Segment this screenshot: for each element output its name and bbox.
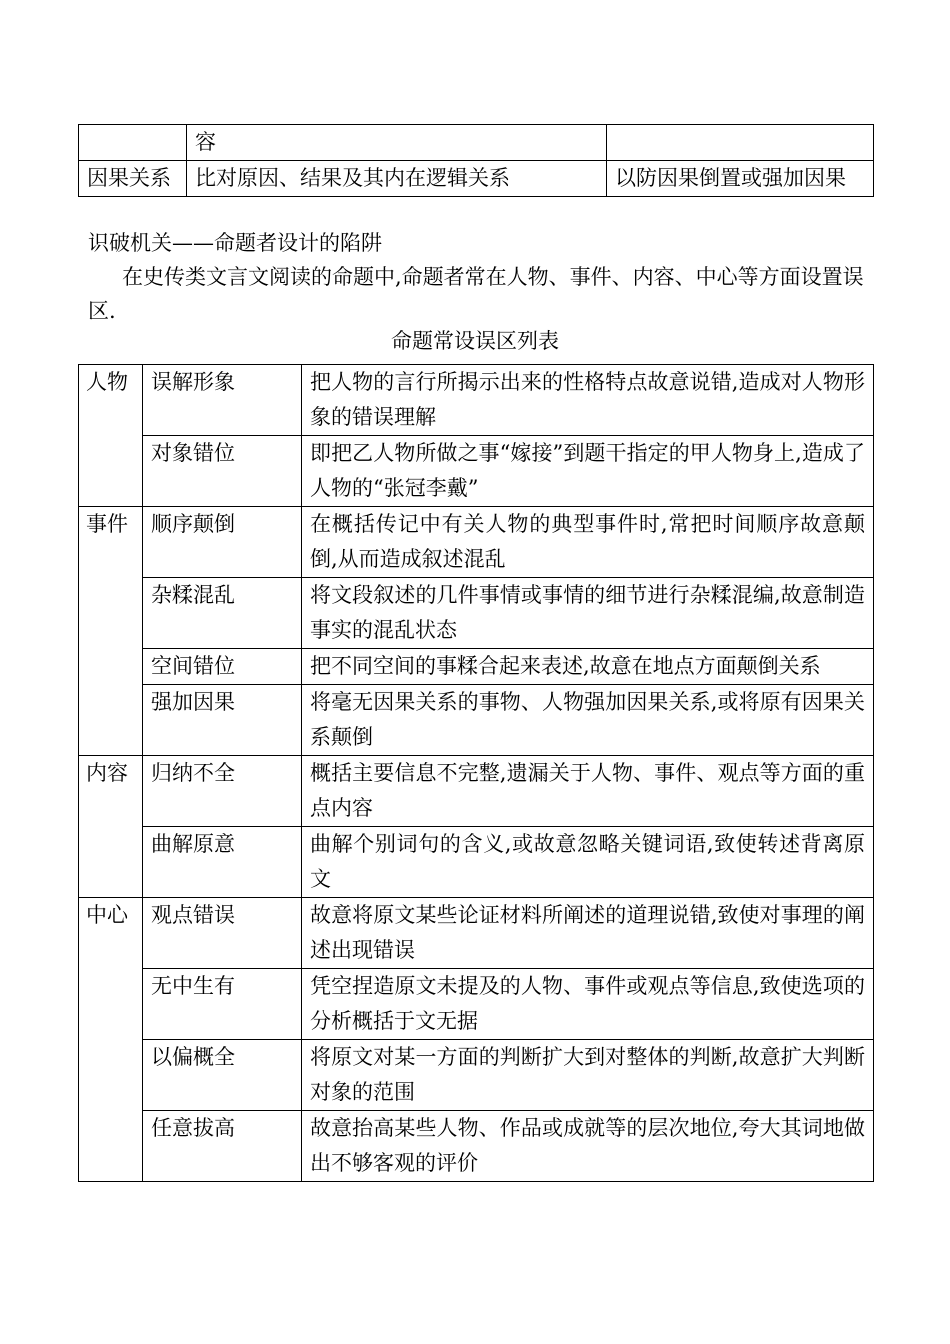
pitfall-name-cell: 归纳不全 xyxy=(143,756,302,827)
category-cell: 事件 xyxy=(79,507,143,756)
pitfall-name-cell: 对象错位 xyxy=(143,436,302,507)
table-cell: 因果关系 xyxy=(79,161,187,197)
section-heading: 识破机关——命题者设计的陷阱 xyxy=(88,231,382,255)
continuation-table xyxy=(78,124,874,197)
pitfall-name-cell: 空间错位 xyxy=(143,649,302,685)
table-row xyxy=(79,125,874,161)
table-caption: 命题常设误区列表 xyxy=(391,329,559,353)
pitfall-desc-cell: 即把乙人物所做之事“嫁接”到题干指定的甲人物身上,造成了人物的“张冠李戴” xyxy=(302,436,874,507)
table-row xyxy=(79,898,874,969)
category-cell: 人物 xyxy=(79,365,143,507)
table-cell: 容 xyxy=(187,125,607,161)
pitfall-desc-cell: 把人物的言行所揭示出来的性格特点故意说错,造成对人物形象的错误理解 xyxy=(302,365,874,436)
pitfall-name-cell: 误解形象 xyxy=(143,365,302,436)
table-row xyxy=(79,685,874,756)
table-row xyxy=(79,756,874,827)
pitfall-name-cell: 杂糅混乱 xyxy=(143,578,302,649)
pitfall-table-body xyxy=(79,365,874,1182)
table-row xyxy=(79,436,874,507)
pitfall-name-cell: 任意拔高 xyxy=(143,1111,302,1182)
table-row xyxy=(79,161,874,197)
table-row xyxy=(79,365,874,436)
pitfall-desc-cell: 将原文对某一方面的判断扩大到对整体的判断,故意扩大判断对象的范围 xyxy=(302,1040,874,1111)
table-cell xyxy=(607,125,874,161)
pitfall-desc-cell: 曲解个别词句的含义,或故意忽略关键词语,致使转述背离原文 xyxy=(302,827,874,898)
pitfall-name-cell: 顺序颠倒 xyxy=(143,507,302,578)
table-row xyxy=(79,827,874,898)
pitfall-desc-cell: 将毫无因果关系的事物、人物强加因果关系,或将原有因果关系颠倒 xyxy=(302,685,874,756)
table-row xyxy=(79,969,874,1040)
pitfall-desc-cell: 凭空捏造原文未提及的人物、事件或观点等信息,致使选项的分析概括于文无据 xyxy=(302,969,874,1040)
table-row xyxy=(79,1111,874,1182)
table-cell: 比对原因、结果及其内在逻辑关系 xyxy=(187,161,607,197)
pitfall-desc-cell: 在概括传记中有关人物的典型事件时,常把时间顺序故意颠倒,从而造成叙述混乱 xyxy=(302,507,874,578)
table-cell: 以防因果倒置或强加因果 xyxy=(607,161,874,197)
pitfall-desc-cell: 故意抬高某些人物、作品或成就等的层次地位,夸大其词地做出不够客观的评价 xyxy=(302,1111,874,1182)
category-cell: 中心 xyxy=(79,898,143,1182)
pitfall-name-cell: 观点错误 xyxy=(143,898,302,969)
pitfall-name-cell: 曲解原意 xyxy=(143,827,302,898)
pitfall-name-cell: 无中生有 xyxy=(143,969,302,1040)
category-cell: 内容 xyxy=(79,756,143,898)
table-row xyxy=(79,649,874,685)
continuation-table-body xyxy=(79,125,874,197)
pitfall-desc-cell: 概括主要信息不完整,遗漏关于人物、事件、观点等方面的重点内容 xyxy=(302,756,874,827)
pitfall-desc-cell: 把不同空间的事糅合起来表述,故意在地点方面颠倒关系 xyxy=(302,649,874,685)
table-row xyxy=(79,578,874,649)
pitfall-name-cell: 强加因果 xyxy=(143,685,302,756)
table-cell xyxy=(79,125,187,161)
pitfall-desc-cell: 故意将原文某些论证材料所阐述的道理说错,致使对事理的阐述出现错误 xyxy=(302,898,874,969)
intro-paragraph: 在史传类文言文阅读的命题中,命题者常在人物、事件、内容、中心等方面设置误区. xyxy=(88,265,864,323)
pitfall-name-cell: 以偏概全 xyxy=(143,1040,302,1111)
pitfall-table xyxy=(78,364,874,1182)
pitfall-desc-cell: 将文段叙述的几件事情或事情的细节进行杂糅混编,故意制造事实的混乱状态 xyxy=(302,578,874,649)
table-row xyxy=(79,507,874,578)
table-row xyxy=(79,1040,874,1111)
